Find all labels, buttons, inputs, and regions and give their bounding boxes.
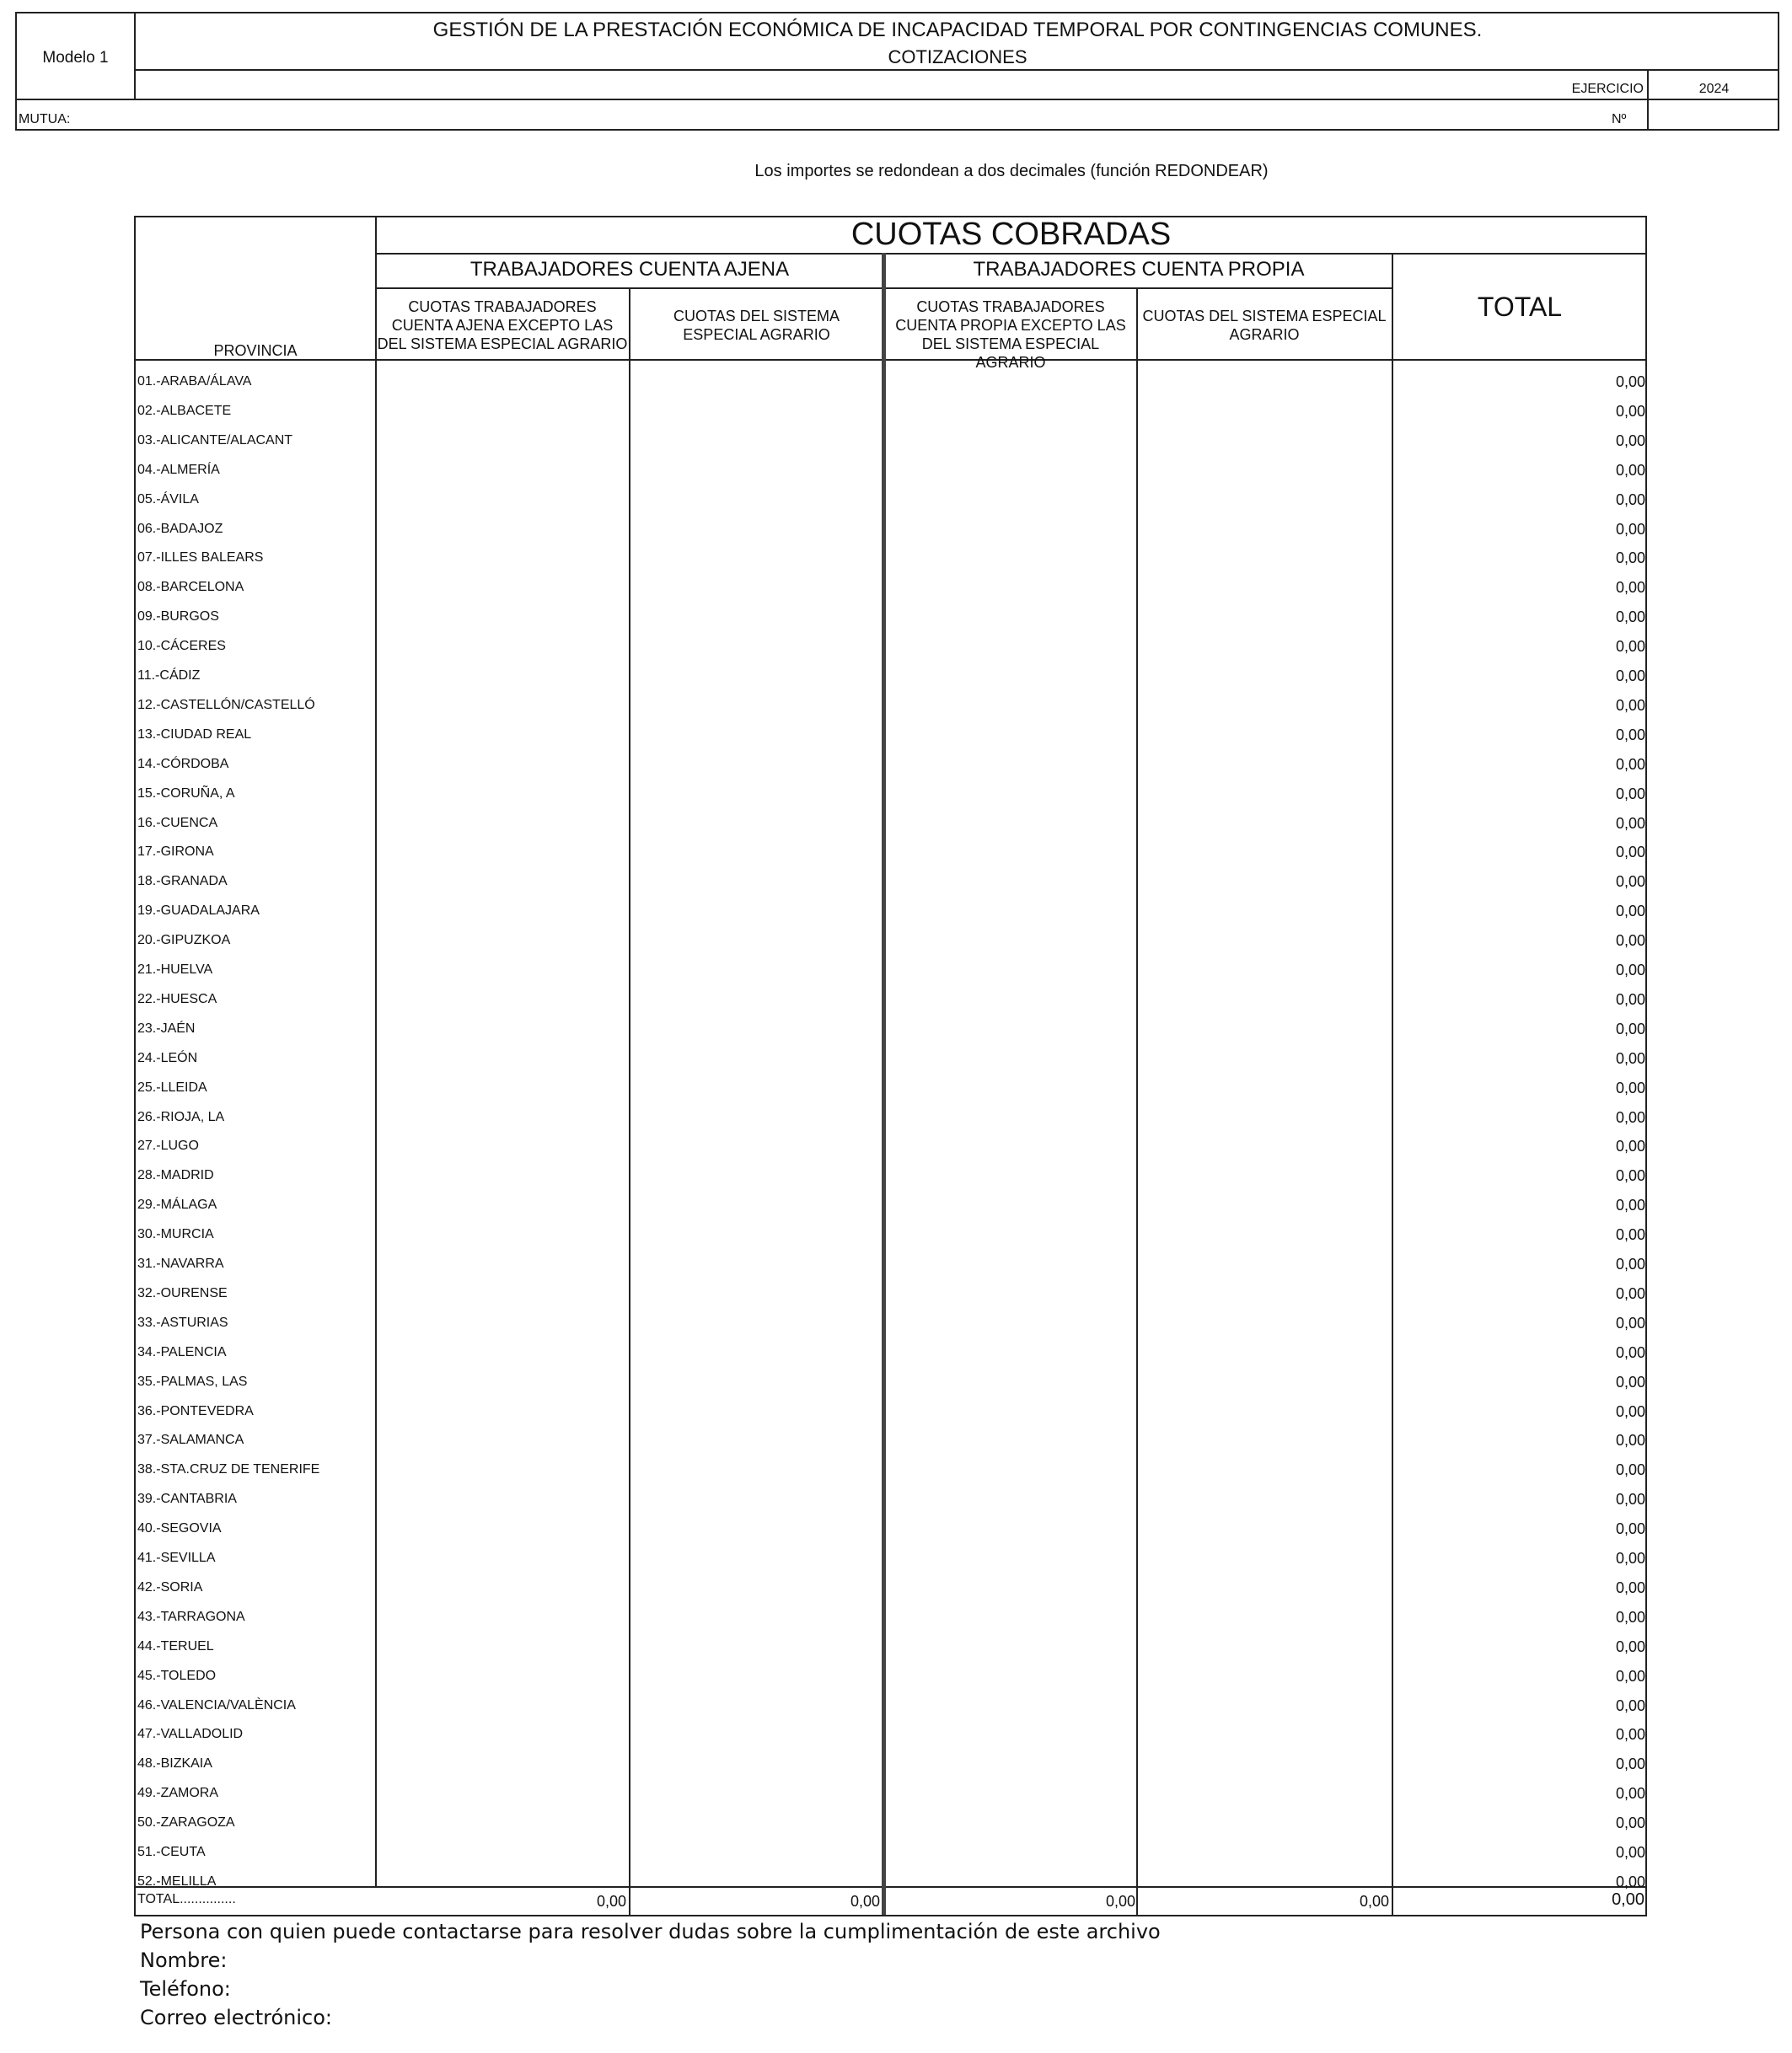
province-name: 16.-CUENCA (137, 816, 218, 830)
province-total: 0,00 (1615, 1256, 1645, 1273)
province-total: 0,00 (1615, 638, 1645, 655)
province-total: 0,00 (1615, 1814, 1645, 1831)
province-name: 04.-ALMERÍA (137, 463, 220, 477)
total-grand: 0,00 (1612, 1890, 1644, 1909)
province-name: 10.-CÁCERES (137, 639, 226, 653)
province-name: 01.-ARABA/ÁLAVA (137, 374, 252, 389)
province-name: 06.-BADAJOZ (137, 522, 223, 536)
province-total: 0,00 (1615, 1109, 1645, 1126)
col-provincia-header: PROVINCIA (213, 342, 298, 359)
total-col4: 0,00 (1359, 1893, 1389, 1910)
province-total: 0,00 (1615, 785, 1645, 802)
page-subtitle: COTIZACIONES (888, 46, 1027, 67)
contact-telefono-label: Teléfono: (140, 1977, 231, 2001)
province-name: 26.-RIOJA, LA (137, 1110, 225, 1124)
province-name: 11.-CÁDIZ (137, 668, 201, 683)
table-line-total-top (134, 1886, 1647, 1888)
province-total: 0,00 (1615, 1785, 1645, 1802)
province-name: 24.-LEÓN (137, 1051, 198, 1065)
province-total: 0,00 (1615, 1138, 1645, 1155)
province-name: 42.-SORIA (137, 1580, 203, 1595)
province-total: 0,00 (1615, 667, 1645, 684)
province-name: 45.-TOLEDO (137, 1669, 217, 1683)
province-total: 0,00 (1615, 726, 1645, 743)
province-total: 0,00 (1615, 1226, 1645, 1243)
province-name: 05.-ÁVILA (137, 492, 199, 507)
contact-telefono-input[interactable] (244, 1976, 1644, 2002)
province-name: 12.-CASTELLÓN/CASTELLÓ (137, 698, 315, 712)
province-total: 0,00 (1615, 1609, 1645, 1626)
province-name: 37.-SALAMANCA (137, 1433, 244, 1447)
province-total: 0,00 (1615, 1197, 1645, 1214)
province-total: 0,00 (1615, 432, 1645, 449)
province-name: 39.-CANTABRIA (137, 1492, 237, 1506)
province-name: 14.-CÓRDOBA (137, 757, 229, 771)
province-total: 0,00 (1615, 1756, 1645, 1772)
page-title: GESTIÓN DE LA PRESTACIÓN ECONÓMICA DE INCAPACIDAD TEMPORAL POR CONTINGENCIAS COMUNES. (432, 19, 1483, 41)
province-name: 41.-SEVILLA (137, 1551, 216, 1565)
province-total: 0,00 (1615, 1167, 1645, 1184)
province-total: 0,00 (1615, 1050, 1645, 1067)
total-col3: 0,00 (1105, 1893, 1135, 1910)
province-total: 0,00 (1615, 1638, 1645, 1655)
province-name: 38.-STA.CRUZ DE TENERIFE (137, 1462, 320, 1477)
province-name: 40.-SEGOVIA (137, 1521, 222, 1536)
contact-intro: Persona con quien puede contactarse para resolver dudas sobre la cumplimentación de este archivo (140, 1920, 1161, 1943)
province-total: 0,00 (1615, 1021, 1645, 1037)
province-total: 0,00 (1615, 844, 1645, 860)
province-name: 09.-BURGOS (137, 609, 219, 624)
province-total: 0,00 (1615, 1403, 1645, 1420)
province-total: 0,00 (1615, 373, 1645, 390)
table-frame (134, 216, 1647, 1916)
province-name: 22.-HUESCA (137, 992, 217, 1006)
province-total: 0,00 (1615, 1697, 1645, 1714)
province-total: 0,00 (1615, 1491, 1645, 1508)
mutua-input[interactable] (84, 100, 1593, 129)
province-name: 43.-TARRAGONA (137, 1610, 245, 1624)
province-total: 0,00 (1615, 1285, 1645, 1302)
col1-header: CUOTAS TRABAJADORES CUENTA AJENA EXCEPTO LAS DEL SISTEMA ESPECIAL AGRARIO (377, 298, 628, 352)
contact-nombre-label: Nombre: (140, 1948, 228, 1972)
province-total: 0,00 (1615, 1080, 1645, 1096)
province-total: 0,00 (1615, 1432, 1645, 1449)
ejercicio-value[interactable]: 2024 (1698, 82, 1730, 96)
province-name: 33.-ASTURIAS (137, 1316, 228, 1330)
province-total: 0,00 (1615, 1550, 1645, 1567)
modelo-label: Modelo 1 (42, 49, 109, 67)
province-name: 08.-BARCELONA (137, 580, 244, 594)
province-total: 0,00 (1615, 608, 1645, 625)
province-total: 0,00 (1615, 873, 1645, 890)
province-total: 0,00 (1615, 815, 1645, 832)
province-name: 47.-VALLADOLID (137, 1727, 244, 1741)
table-col-divider-3 (1136, 287, 1138, 1915)
province-total: 0,00 (1615, 549, 1645, 566)
table-col-divider-group (882, 253, 886, 1915)
province-total: 0,00 (1615, 697, 1645, 714)
table-main-title: CUOTAS COBRADAS (850, 217, 1172, 252)
province-total: 0,00 (1615, 1520, 1645, 1537)
province-total: 0,00 (1615, 932, 1645, 949)
province-name: 15.-CORUÑA, A (137, 786, 235, 801)
col4-header: CUOTAS DEL SISTEMA ESPECIAL AGRARIO (1142, 308, 1387, 343)
province-total: 0,00 (1615, 1344, 1645, 1361)
province-total: 0,00 (1615, 756, 1645, 773)
province-total: 0,00 (1615, 991, 1645, 1008)
ejercicio-label: EJERCICIO (1571, 82, 1644, 96)
province-total: 0,00 (1615, 903, 1645, 919)
province-name: 19.-GUADALAJARA (137, 903, 260, 918)
province-total: 0,00 (1615, 962, 1645, 978)
province-name: 51.-CEUTA (137, 1845, 206, 1859)
province-total: 0,00 (1615, 1579, 1645, 1596)
province-name: 23.-JAÉN (137, 1021, 196, 1036)
province-name: 25.-LLEIDA (137, 1080, 207, 1095)
rounding-note: Los importes se redondean a dos decimales (función REDONDEAR) (754, 162, 1269, 180)
province-name: 44.-TERUEL (137, 1639, 214, 1654)
col2-header: CUOTAS DEL SISTEMA ESPECIAL AGRARIO (673, 308, 840, 343)
table-col-divider-1 (629, 287, 630, 1915)
province-total: 0,00 (1615, 579, 1645, 596)
contact-email-label: Correo electrónico: (140, 2006, 332, 2029)
province-name: 31.-NAVARRA (137, 1257, 224, 1271)
header-line-title-bottom (134, 69, 1779, 71)
province-total: 0,00 (1615, 1315, 1645, 1332)
province-name: 21.-HUELVA (137, 962, 213, 977)
province-name: 03.-ALICANTE/ALACANT (137, 433, 293, 448)
table-col-divider-provincia (375, 216, 377, 1888)
col3-header: CUOTAS TRABAJADORES CUENTA PROPIA EXCEPTO LAS DEL SISTEMA ESPECIAL AGRARIO (895, 298, 1126, 371)
province-name: 17.-GIRONA (137, 844, 214, 859)
province-total: 0,00 (1615, 1461, 1645, 1478)
table-line-title-bottom (375, 253, 1647, 255)
table-col-divider-total (1392, 253, 1393, 1915)
province-name: 36.-PONTEVEDRA (137, 1404, 254, 1418)
province-total: 0,00 (1615, 521, 1645, 538)
province-name: 28.-MADRID (137, 1168, 214, 1182)
province-name: 52.-MELILLA (137, 1874, 217, 1889)
province-name: 18.-GRANADA (137, 874, 228, 888)
group-propia-label: TRABAJADORES CUENTA PROPIA (973, 258, 1305, 281)
province-name: 13.-CIUDAD REAL (137, 727, 252, 742)
province-total: 0,00 (1615, 1726, 1645, 1743)
province-name: 49.-ZAMORA (137, 1786, 219, 1800)
province-name: 30.-MURCIA (137, 1227, 214, 1241)
province-total: 0,00 (1615, 1844, 1645, 1861)
province-total: 0,00 (1615, 403, 1645, 420)
contact-nombre-input[interactable] (228, 1948, 1644, 1973)
numero-input[interactable] (1649, 100, 1778, 129)
total-col2: 0,00 (850, 1893, 880, 1910)
province-name: 46.-VALENCIA/VALÈNCIA (137, 1698, 296, 1713)
province-total: 0,00 (1615, 1668, 1645, 1685)
province-name: 29.-MÁLAGA (137, 1198, 217, 1212)
province-total: 0,00 (1615, 491, 1645, 508)
table-line-total-bottom (134, 1915, 1647, 1916)
group-ajena-label: TRABAJADORES CUENTA AJENA (469, 258, 790, 281)
province-name: 32.-OURENSE (137, 1286, 228, 1300)
col-total-header: TOTAL (1477, 292, 1563, 322)
province-name: 02.-ALBACETE (137, 404, 232, 418)
contact-email-input[interactable] (337, 2005, 1644, 2030)
numero-label: Nº (1612, 112, 1627, 126)
province-name: 27.-LUGO (137, 1139, 199, 1153)
province-name: 50.-ZARAGOZA (137, 1815, 235, 1830)
province-name: 34.-PALENCIA (137, 1345, 227, 1359)
province-total: 0,00 (1615, 1374, 1645, 1391)
province-total: 0,00 (1615, 462, 1645, 479)
province-name: 35.-PALMAS, LAS (137, 1375, 248, 1389)
province-total: 0,00 (1615, 1873, 1645, 1890)
province-name: 48.-BIZKAIA (137, 1756, 212, 1771)
total-col1: 0,00 (596, 1893, 626, 1910)
total-row-label: TOTAL............... (137, 1892, 236, 1906)
mutua-label: MUTUA: (19, 112, 71, 126)
province-name: 07.-ILLES BALEARS (137, 550, 264, 565)
province-name: 20.-GIPUZKOA (137, 933, 231, 947)
